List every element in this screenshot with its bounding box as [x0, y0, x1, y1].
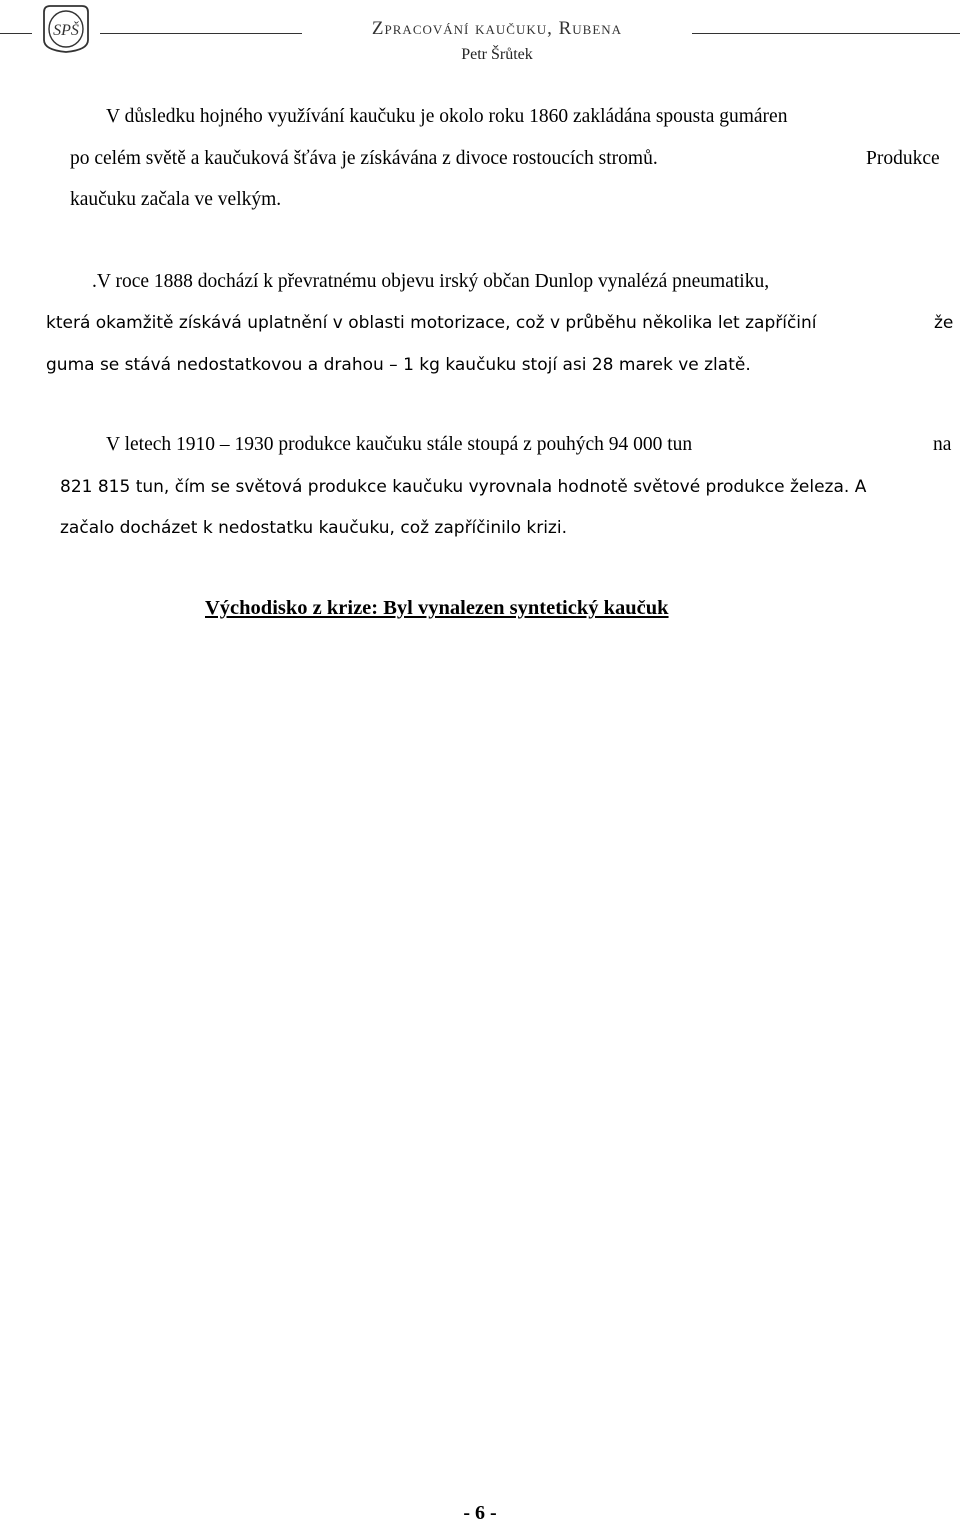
paragraph-2-line-1: .V roce 1888 dochází k převratnému objevu irský občan Dunlop vynalézá pneumatiku, — [92, 271, 770, 292]
logo-text: SPŠ — [53, 22, 79, 39]
paragraph-3-line-1: V letech 1910 – 1930 produkce kaučuku stále stoupá z pouhých 94 000 tun — [106, 434, 693, 455]
paragraph-1-line-1: V důsledku hojného využívání kaučuku je okolo roku 1860 zakládána spousta gumáren — [106, 106, 788, 127]
paragraph-1-line-2-end: Produkce — [866, 148, 940, 169]
school-logo-icon — [36, 2, 96, 54]
header-rule-right — [676, 33, 960, 34]
paragraph-1-line-3: kaučuku začala ve velkým. — [70, 189, 282, 210]
paragraph-2-line-2: která okamžitě získává uplatnění v oblasti motorizace, což v průběhu několika let zapříčiní — [46, 313, 817, 333]
paragraph-2-line-2-end: že — [934, 313, 954, 333]
header-author: Petr Šrůtek — [461, 46, 533, 63]
paragraph-2-line-3: guma se stává nedostatkovou a drahou – 1 kg kaučuku stojí asi 28 marek ve zlatě. — [46, 355, 751, 375]
header-rule-middle — [100, 33, 320, 34]
conclusion-heading: Východisko z krize: Byl vynalezen syntetický kaučuk — [205, 597, 669, 619]
header-title: Zpracování kaučuku, Rubena — [302, 18, 692, 40]
paragraph-1-line-2: po celém světě a kaučuková šťáva je získávána z divoce rostoucích stromů. — [70, 148, 658, 169]
paragraph-3-line-3: začalo docházet k nedostatku kaučuku, což zapříčinilo krizi. — [60, 518, 567, 538]
paragraph-3-line-1-end: na — [933, 434, 952, 455]
paragraph-3-line-2: 821 815 tun, čím se světová produkce kaučuku vyrovnala hodnotě světové produkce železa. A — [60, 477, 867, 497]
page-number: - 6 - — [463, 1502, 497, 1524]
header-rule-left — [0, 33, 32, 34]
